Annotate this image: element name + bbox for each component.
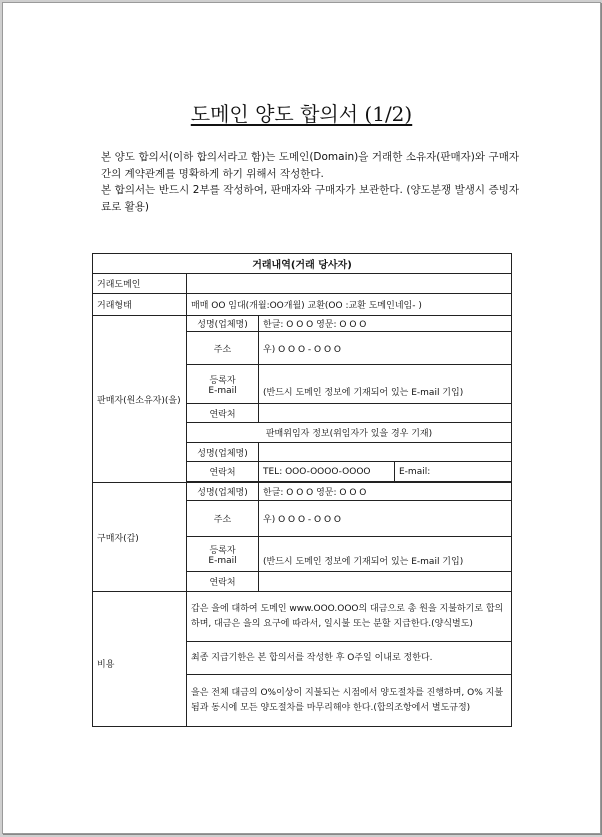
buyer-contact-label: 연락처 xyxy=(187,572,259,592)
seller-label: 판매자(원소유자)(을) xyxy=(93,316,187,483)
table-header: 거래내역(거래 당사자) xyxy=(93,254,512,274)
buyer-address-value[interactable]: 우) O O O - O O O xyxy=(259,501,512,537)
agent-contact-label: 연락처 xyxy=(187,462,259,482)
intro-paragraph-2: 본 합의서는 반드시 2부를 작성하여, 판매자와 구매자가 보관한다. (양도분쟁 발생시 증빙자료로 활용) xyxy=(101,184,519,213)
buyer-name-value[interactable]: 한글: O O O 영문: O O O xyxy=(259,483,512,501)
buyer-reg-label-1: 등록자 xyxy=(209,545,236,556)
agent-tel[interactable]: TEL: OOO-OOOO-OOOO xyxy=(259,462,395,482)
transaction-table xyxy=(92,253,512,727)
domain-label: 거래도메인 xyxy=(93,274,187,294)
seller-reg-label-1: 등록자 xyxy=(209,375,236,386)
document-title xyxy=(3,98,600,127)
type-label: 거래형태 xyxy=(93,294,187,316)
title-text: 도메인 양도 합의서 (1/2) xyxy=(190,102,413,126)
type-value[interactable]: 매매 OO 임대(개월:OO개월) 교환(OO :교환 도메인네임- ) xyxy=(187,294,512,316)
domain-value[interactable] xyxy=(187,274,512,294)
cost-label: 비용 xyxy=(93,592,187,727)
seller-name-label: 성명(업체명) xyxy=(187,316,259,332)
buyer-reg-label xyxy=(187,537,259,572)
seller-contact-label: 연락처 xyxy=(187,404,259,423)
seller-reg-value[interactable]: (반드시 도메인 정보에 기재되어 있는 E-mail 기입) xyxy=(259,365,512,404)
agent-name-value[interactable] xyxy=(259,443,512,462)
cost-row-1: 갑은 을에 대하여 도메인 www.OOO.OOO의 대금으로 총 원을 지불하기로 합의하며, 대금은 을의 요구에 따라서, 일시불 또는 분할 지급한다.(양식별도) xyxy=(187,592,512,642)
buyer-contact-value[interactable] xyxy=(259,572,512,592)
buyer-address-label: 주소 xyxy=(187,501,259,537)
buyer-name-label: 성명(업체명) xyxy=(187,483,259,501)
agent-email[interactable]: E-mail: xyxy=(395,462,512,482)
seller-address-value[interactable]: 우) O O O - O O O xyxy=(259,332,512,365)
buyer-reg-value[interactable]: (반드시 도메인 정보에 기재되어 있는 E-mail 기입) xyxy=(259,537,512,572)
seller-address-label: 주소 xyxy=(187,332,259,365)
seller-reg-label xyxy=(187,365,259,404)
buyer-reg-label-2: E-mail xyxy=(208,555,237,566)
seller-contact-value[interactable] xyxy=(259,404,512,423)
intro-text xyxy=(101,149,519,215)
cost-row-2: 최종 지급기한은 본 합의서를 작성한 후 O주일 이내로 정한다. xyxy=(187,642,512,675)
agent-header: 판매위임자 정보(위임자가 있을 경우 기재) xyxy=(187,423,512,443)
seller-name-value[interactable]: 한글: O O O 영문: O O O xyxy=(259,316,512,332)
cost-row-3: 을은 전체 대금의 O%이상이 지불되는 시점에서 양도절차를 진행하며, O% 지불됨과 동시에 모든 양도절차를 마무리해야 한다.(합의조항에서 별도규정) xyxy=(187,675,512,727)
seller-reg-label-2: E-mail xyxy=(208,385,237,396)
buyer-label: 구매자(갑) xyxy=(93,483,187,592)
agent-name-label: 성명(업체명) xyxy=(187,443,259,462)
intro-paragraph-1: 본 양도 합의서(이하 합의서라고 함)는 도메인(Domain)을 거래한 소유자(판매자)와 구매자간의 계약관계를 명확하게 하기 위해서 작성한다. xyxy=(101,151,519,180)
